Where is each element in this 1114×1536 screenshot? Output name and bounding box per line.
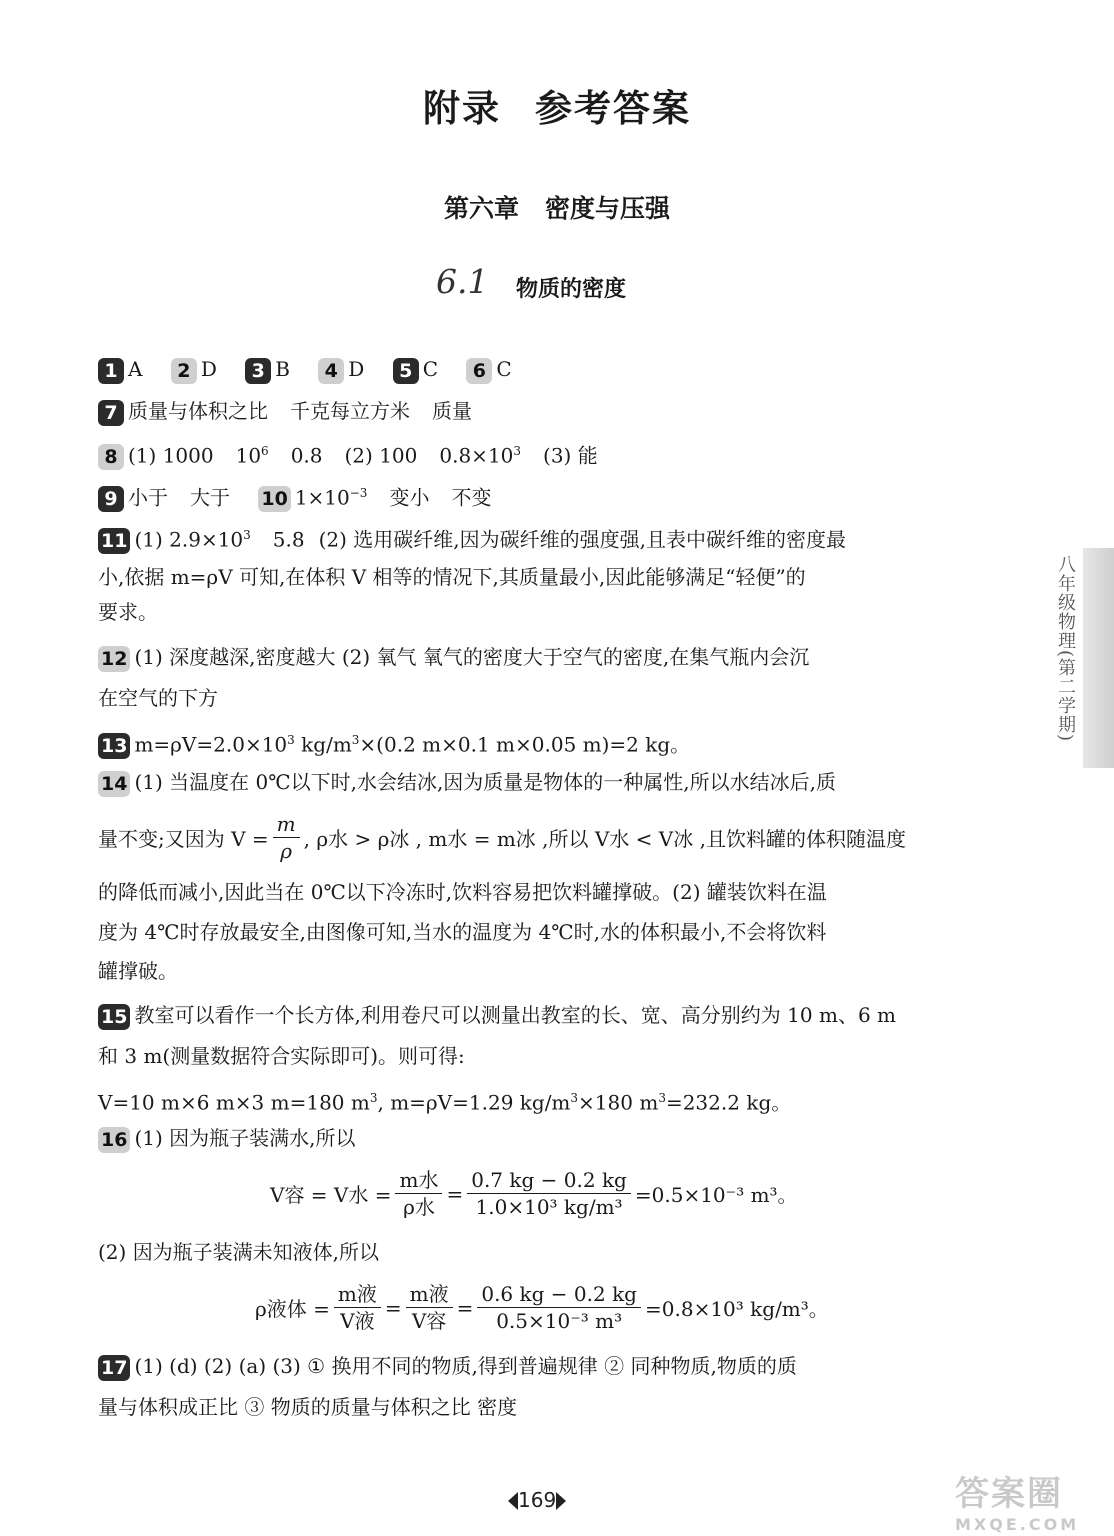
- answer-text: (1) 因为瓶子装满水,所以: [134, 1126, 356, 1150]
- answer-q9-q10: [98, 479, 998, 512]
- answer-text: (1) 2.9×10: [134, 527, 244, 552]
- section-number: 6.1: [436, 262, 489, 301]
- answer-text: , m=ρV=1.29 kg/m: [377, 1090, 571, 1115]
- question-badge: 16: [98, 1127, 130, 1153]
- answer-text: (1) 当温度在 0℃以下时,水会结冰,因为质量是物体的一种属性,所以水结冰后,质: [134, 770, 837, 794]
- answer-text: 1×10: [294, 485, 350, 510]
- watermark-line2: MXQE.COM: [955, 1515, 1080, 1534]
- answers-label: 参考答案: [535, 87, 691, 130]
- page-number: [508, 1488, 566, 1512]
- answer-q7: [98, 397, 998, 426]
- superscript: 6: [261, 444, 269, 458]
- superscript: 3: [513, 444, 522, 458]
- answer-q11-line1: [98, 521, 998, 554]
- formula-liquid-density: [255, 1282, 829, 1333]
- question-badge: 12: [98, 646, 130, 672]
- answer-text: , ρ水 > ρ冰 , m水 = m冰 ,所以 V水 < V冰 ,且饮料罐的体积随温度: [303, 827, 906, 851]
- equals-sign: =: [456, 1295, 474, 1320]
- question-badge: 13: [98, 733, 130, 759]
- answer-text: 小于: [128, 485, 168, 510]
- answer-q16-line2: (2) 因为瓶子装满未知液体,所以: [98, 1240, 380, 1264]
- question-badge: 3: [245, 358, 271, 384]
- equals-sign: =: [446, 1181, 464, 1206]
- answer-text: A: [128, 357, 143, 381]
- denominator: V容: [411, 1309, 447, 1333]
- chapter-title: 密度与压强: [545, 194, 671, 223]
- answer-q11-line2: 小,依据 m=ρV 可知,在体积 V 相等的情况下,其质量最小,因此能够满足“轻便”的: [98, 565, 806, 589]
- numerator: 0.7 kg − 0.2 kg: [467, 1168, 631, 1194]
- question-badge: 14: [98, 771, 130, 797]
- answer-q14-line3: 的降低而减小,因此当在 0℃以下冷冻时,饮料容易把饮料罐撑破。(2) 罐装饮料在温: [98, 880, 827, 904]
- page-number-text: 169: [518, 1488, 557, 1512]
- denominator: 1.0×10³ kg/m³: [475, 1195, 623, 1219]
- answer-q16-line1: [98, 1124, 998, 1153]
- superscript: 3: [658, 1091, 666, 1105]
- answer-q14-line2: [98, 812, 906, 863]
- superscript: −3: [349, 486, 368, 500]
- answer-q17-line1: [98, 1352, 998, 1381]
- answer-text: kg/m: [294, 732, 352, 757]
- answer-q11-line3: 要求。: [98, 600, 158, 624]
- answer-q13: [98, 726, 998, 759]
- superscript: 3: [369, 1091, 378, 1105]
- answer-text: ×180 m: [578, 1090, 659, 1115]
- denominator: V液: [340, 1309, 375, 1333]
- formula-lhs: ρ液体 =: [255, 1297, 330, 1321]
- section-title: 物质的密度: [516, 277, 627, 302]
- answer-q14-line5: 罐撑破。: [98, 959, 178, 983]
- superscript: 3: [243, 528, 251, 542]
- answer-q15-line2: 和 3 m(测量数据符合实际即可)。则可得:: [98, 1044, 465, 1068]
- question-badge: 6: [466, 358, 492, 384]
- answer-q14-line1: [98, 768, 998, 797]
- superscript: 3: [570, 1091, 579, 1105]
- answer-text: 10: [235, 443, 262, 468]
- question-badge: 7: [98, 400, 124, 426]
- answer-text: B: [275, 357, 290, 381]
- question-badge: 11: [98, 528, 130, 554]
- answer-q14-line4: 度为 4℃时存放最安全,由图像可知,当水的温度为 4℃时,水的体积最小,不会将饮料: [98, 920, 827, 944]
- fraction: [467, 1168, 631, 1219]
- answer-text: (2) 100: [344, 443, 418, 468]
- fraction: [406, 1282, 453, 1333]
- question-badge: 2: [171, 358, 197, 384]
- answer-text: (1) (d) (2) (a) (3) ① 换用不同的物质,得到普遍规律 ② 同种物质,物质的质: [134, 1354, 797, 1378]
- answer-q17-line2: 量与体积成正比 ③ 物质的质量与体积之比 密度: [98, 1395, 518, 1419]
- answer-q15-line3: [98, 1084, 998, 1117]
- fraction: [395, 1168, 442, 1219]
- answer-text: (1) 1000: [128, 443, 214, 468]
- fraction: [477, 1282, 641, 1333]
- answer-text: D: [200, 357, 217, 381]
- question-badge: 4: [318, 358, 344, 384]
- answers-q1-6: [98, 355, 998, 384]
- answer-text: C: [496, 357, 512, 381]
- numerator: 0.6 kg − 0.2 kg: [477, 1282, 641, 1308]
- chapter-heading: [0, 189, 1114, 225]
- answer-text: 量不变;又因为 V =: [98, 827, 269, 851]
- answer-text: 不变: [451, 485, 492, 510]
- answer-text: 教室可以看作一个长方体,利用卷尺可以测量出教室的长、宽、高分别约为 10 m、6 m: [134, 1003, 896, 1027]
- answer-q8: [98, 437, 998, 470]
- question-badge: 10: [258, 486, 290, 512]
- question-badge: 15: [98, 1004, 130, 1030]
- formula-container-volume: [270, 1168, 798, 1219]
- question-badge: 5: [393, 358, 419, 384]
- answer-text: 质量与体积之比: [128, 399, 268, 423]
- numerator: m水: [395, 1168, 442, 1194]
- answer-text: 质量: [432, 399, 472, 423]
- chapter-number: 第六章: [443, 194, 519, 223]
- fraction: [273, 812, 300, 863]
- watermark-line1: 答案圈: [955, 1474, 1063, 1514]
- side-tab-label: 八年级物理(第二学期): [1055, 555, 1076, 743]
- formula-lhs: V容 = V水 =: [270, 1183, 392, 1207]
- numerator: m液: [406, 1282, 453, 1308]
- question-badge: 1: [98, 358, 124, 384]
- answer-text: 大于: [190, 485, 230, 510]
- answer-text: 5.8: [272, 527, 305, 552]
- question-badge: 17: [98, 1355, 130, 1381]
- answer-text: 0.8×10: [439, 443, 514, 468]
- denominator: ρ: [280, 839, 293, 863]
- answer-text: ×(0.2 m×0.1 m×0.05 m)=2 kg。: [359, 732, 691, 757]
- answer-text: (1) 深度越深,密度越大 (2) 氧气 氧气的密度大于空气的密度,在集气瓶内会沉: [134, 645, 810, 669]
- denominator: ρ水: [403, 1195, 435, 1219]
- question-badge: 8: [98, 444, 124, 470]
- appendix-title: [0, 78, 1114, 132]
- answer-text: C: [422, 357, 438, 381]
- numerator: m液: [334, 1282, 381, 1308]
- answer-text: =232.2 kg。: [665, 1090, 792, 1115]
- appendix-label: 附录: [423, 87, 501, 130]
- answer-text: 变小: [389, 485, 430, 510]
- answer-text: 0.8: [290, 443, 323, 468]
- answer-text: D: [348, 357, 365, 381]
- denominator: 0.5×10⁻³ m³: [496, 1309, 623, 1333]
- superscript: 3: [287, 733, 295, 747]
- answer-q12-line1: [98, 643, 998, 672]
- arrow-right-icon: [556, 1492, 566, 1510]
- question-badge: 9: [98, 486, 124, 512]
- equals-sign: =: [384, 1295, 402, 1320]
- answer-text: (2) 选用碳纤维,因为碳纤维的强度强,且表中碳纤维的密度最: [318, 527, 847, 552]
- side-tab: [1083, 548, 1114, 768]
- fraction: [334, 1282, 381, 1333]
- formula-rhs: =0.8×10³ kg/m³。: [645, 1297, 829, 1321]
- answer-text: (3) 能: [543, 443, 598, 468]
- answer-text: 千克每立方米: [290, 399, 410, 423]
- superscript: 3: [351, 733, 360, 747]
- answer-q12-line2: 在空气的下方: [98, 686, 218, 710]
- answer-q15-line1: [98, 1001, 998, 1030]
- numerator: m: [273, 812, 300, 838]
- formula-rhs: =0.5×10⁻³ m³。: [634, 1183, 798, 1207]
- watermark: [955, 1466, 1105, 1534]
- arrow-left-icon: [508, 1492, 518, 1510]
- answer-text: V=10 m×6 m×3 m=180 m: [98, 1090, 370, 1115]
- answer-text: m=ρV=2.0×10: [134, 732, 288, 757]
